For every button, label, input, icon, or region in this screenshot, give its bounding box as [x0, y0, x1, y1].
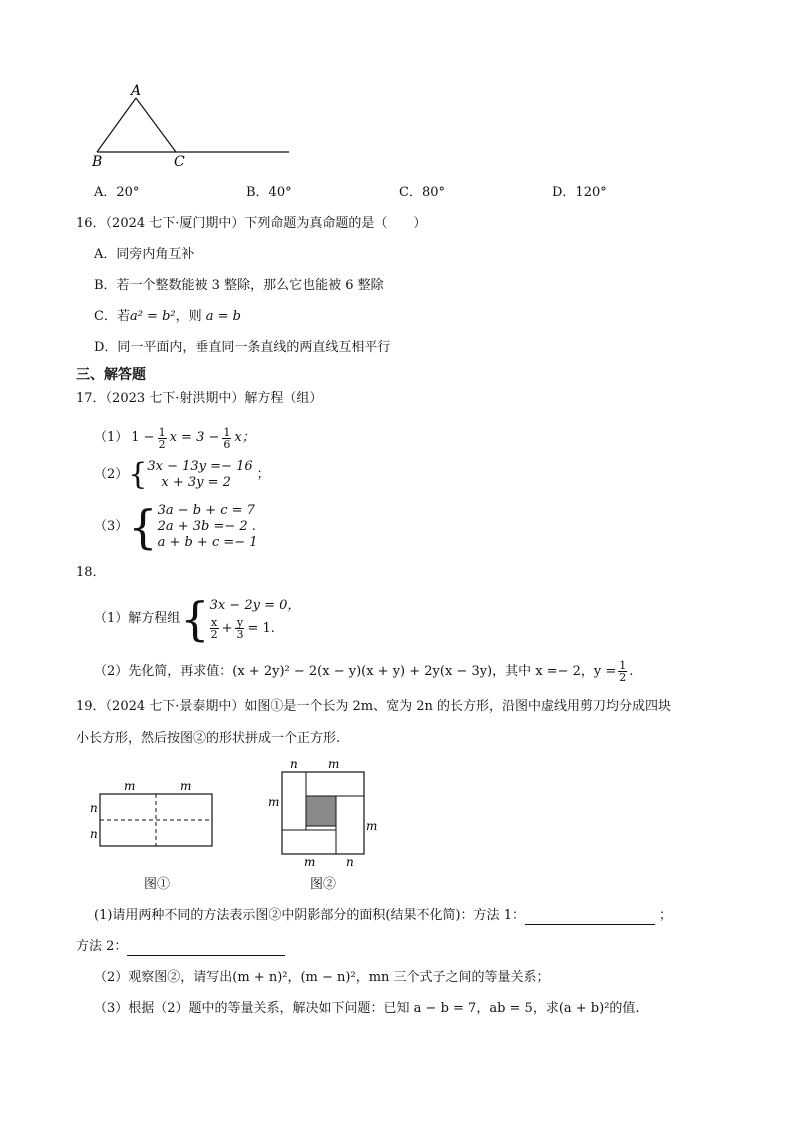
q16-option-a: A．同旁内角互补	[94, 247, 195, 262]
q17-p1-frac2	[222, 427, 231, 450]
fig2-m-left: m	[268, 795, 280, 809]
q17-p1-b: x = 3 −	[169, 430, 220, 445]
q16-c-eq2: a = b	[205, 309, 241, 324]
q18-p1-frac2-num: y	[236, 616, 244, 629]
q19-part1b	[76, 938, 285, 956]
q18-p2-frac-num: 1	[619, 659, 627, 672]
q18-part1	[94, 592, 301, 646]
q19-p1-end: ；	[658, 908, 672, 923]
q17-p2-eq1: 3x − 13y =− 16	[147, 459, 253, 474]
q18-p2-end: .	[629, 663, 634, 679]
q16-c-mid: ，则	[175, 309, 202, 324]
q17-p1-frac2-den: 6	[223, 437, 231, 451]
q18-p1-eq2	[210, 617, 301, 640]
q19-part1	[94, 907, 672, 925]
q17-stem: 17．（2023 七下·射洪期中）解方程（组）	[76, 391, 323, 406]
q17-part2	[94, 459, 270, 491]
q18-p1-label: （1）解方程组	[94, 611, 181, 626]
q18-p2-frac	[618, 660, 627, 683]
fig1-n-top: n	[90, 801, 98, 815]
q17-p1-frac1-den: 2	[158, 437, 166, 451]
q19-part3: （3）根据（2）题中的等量关系，解决如下问题：已知 a − b = 7，ab = 5，求(a + b)²的值.	[94, 1001, 640, 1016]
q15-option-b: B．40°	[246, 185, 292, 200]
q15-option-a: A．20°	[94, 185, 140, 200]
q17-p3-system	[158, 503, 258, 551]
q17-p1-a: 1 −	[131, 430, 155, 445]
q16-c-pre: C．若	[94, 309, 130, 324]
q18-p1-frac1-num: x	[210, 616, 218, 629]
q18-p1-frac1-den: 2	[210, 628, 218, 641]
figure-1	[86, 776, 226, 886]
fig2-n-bottom: n	[346, 855, 354, 869]
fig2-m-bottom: m	[304, 855, 316, 869]
q17-p1-frac1-num: 1	[158, 425, 166, 439]
q18-p1-brace: {	[180, 592, 210, 646]
q17-p2-eq2: x + 3y = 2	[161, 475, 231, 490]
q17-p3-label: （3）	[94, 519, 129, 534]
q18-p1-frac2	[235, 617, 244, 640]
q17-p3-brace: {	[128, 500, 158, 554]
q19-part2: （2）观察图②，请写出(m + n)²，(m − n)²，mn 三个式子之间的等量关系；	[94, 970, 550, 985]
label-b: B	[92, 154, 103, 170]
fig2-m-top: m	[328, 757, 340, 771]
q19-p1b-text: 方法 2：	[76, 939, 128, 954]
figure-2	[262, 756, 392, 872]
fig2-caption: 图②	[310, 877, 337, 892]
q19-p1-text: (1)请用两种不同的方法表示图②中阴影部分的面积(结果不化简)：方法 1：	[94, 908, 525, 923]
q18-p1-eq2-end: = 1.	[247, 620, 275, 636]
q19-p1-blank[interactable]	[525, 910, 655, 925]
section-title: 三、解答题	[76, 367, 146, 383]
fig2-m-right: m	[366, 819, 378, 833]
q17-p3-eq3: a + b + c =− 1	[157, 535, 258, 550]
q15-option-c: C．80°	[399, 185, 445, 200]
q17-p2-system	[147, 459, 252, 491]
q16-c-eq1: a² = b²	[129, 309, 176, 324]
q19-line2: 小长方形，然后按图②的形状拼成一个正方形.	[76, 731, 341, 746]
q18-p1-eq1: 3x − 2y = 0，	[209, 598, 301, 613]
q17-part3	[94, 500, 258, 554]
q16-option-b: B．若一个整数能被 3 整除，那么它也能被 6 整除	[94, 278, 384, 293]
q15-option-d: D．120°	[552, 185, 607, 200]
q19-line1: 19．（2024 七下·景泰期中）如图①是一个长为 2m、宽为 2n 的长方形，沿图中虚线用剪刀均分成四块	[76, 699, 672, 714]
triangle-figure	[88, 80, 298, 170]
q18-p1-frac2-den: 3	[236, 628, 244, 641]
q16-stem: 16．（2024 七下·厦门期中）下列命题为真命题的是（ ）	[76, 216, 427, 231]
q18-p1-system	[210, 598, 301, 640]
q18-p1-frac1	[210, 617, 219, 640]
label-a: A	[131, 83, 142, 99]
label-c: C	[174, 154, 185, 170]
fig2-n-top: n	[290, 757, 298, 771]
q17-p2-label: （2）	[94, 467, 129, 482]
q17-p1-frac2-num: 1	[223, 425, 231, 439]
q17-part1	[94, 424, 255, 452]
q17-p3-eq1: 3a − b + c = 7	[157, 503, 255, 518]
q18-p1-plus: +	[221, 620, 233, 636]
q17-p1-label: （1）	[94, 430, 129, 445]
q17-p2-brace: {	[128, 457, 148, 492]
q16-option-c	[94, 308, 241, 326]
q19-p1b-blank[interactable]	[127, 941, 285, 956]
q17-p2-end: ；	[256, 467, 270, 482]
q18-p2-frac-den: 2	[619, 671, 627, 684]
q17-p1-frac1	[158, 427, 167, 450]
q18-stem: 18．	[76, 565, 106, 580]
fig1-caption: 图①	[144, 877, 171, 892]
q18-part2	[94, 660, 633, 683]
fig1-m-left: m	[124, 779, 136, 793]
q17-p3-eq2: 2a + 3b =− 2 .	[157, 519, 256, 534]
q16-option-d: D．同一平面内，垂直同一条直线的两直线互相平行	[94, 340, 391, 355]
q17-p1-c: x；	[234, 430, 255, 445]
q18-p2-text: （2）先化简，再求值：(x + 2y)² − 2(x − y)(x + y) + 2y(x − 3y)，其中 x =− 2，y =	[94, 663, 617, 679]
fig1-n-bottom: n	[90, 827, 98, 841]
fig1-m-right: m	[180, 779, 192, 793]
